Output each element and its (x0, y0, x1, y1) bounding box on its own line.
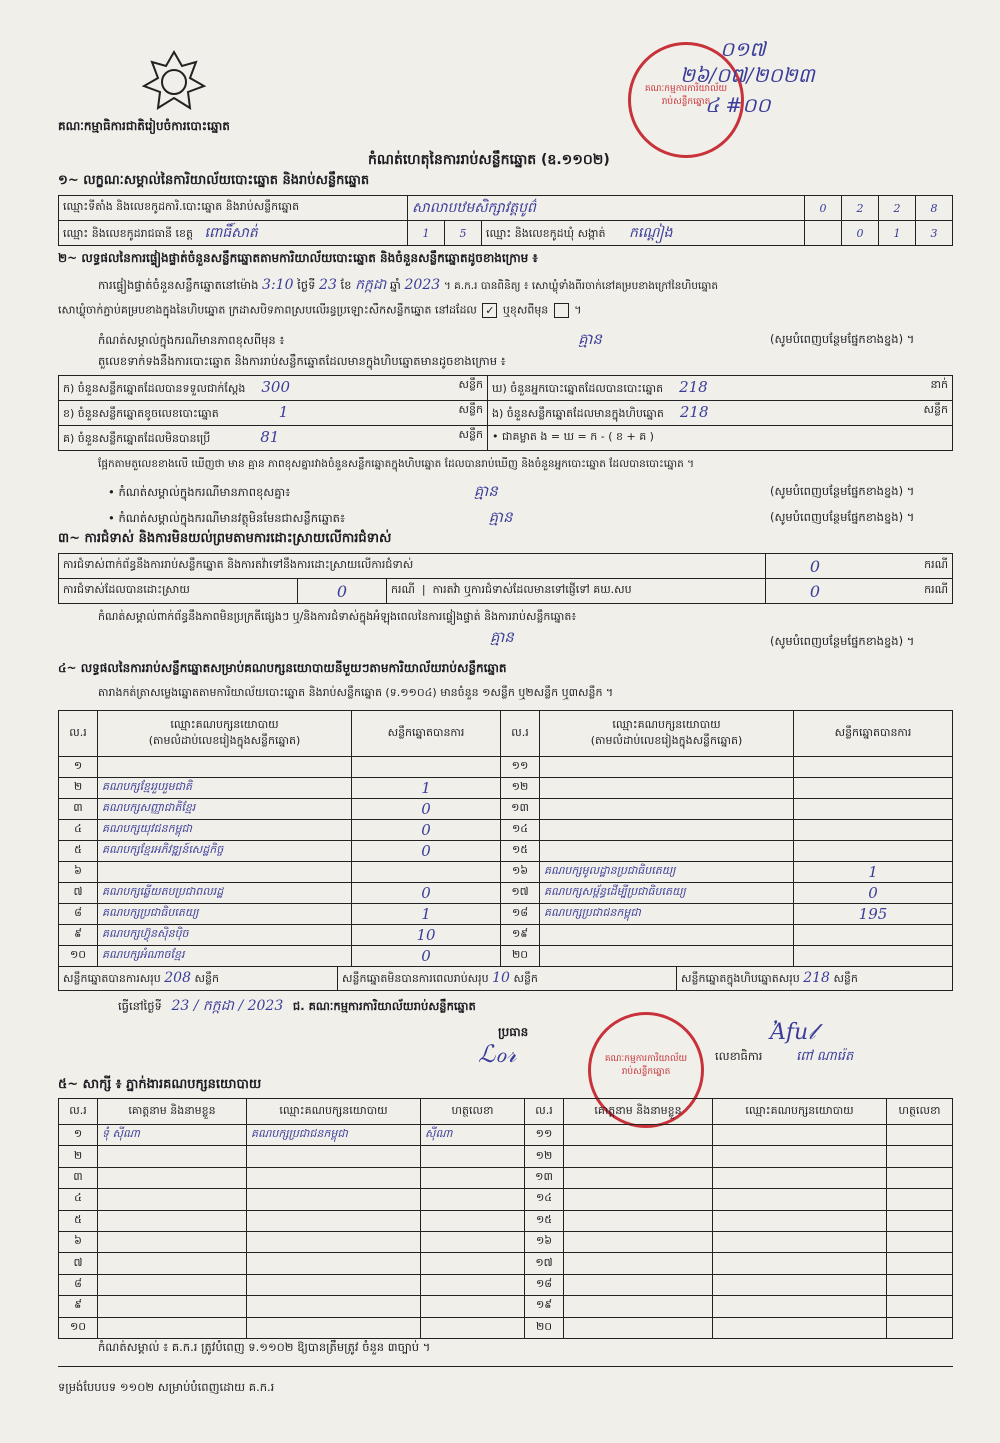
objection-count: 0 (766, 554, 865, 579)
total-valid: 208 (164, 969, 191, 986)
witness-party (713, 1231, 887, 1252)
table-row (59, 757, 953, 778)
witness-signature (421, 1274, 525, 1295)
witness-name (98, 1231, 247, 1252)
votes (794, 820, 953, 841)
no: ១៩ (525, 1296, 564, 1317)
witness-party (713, 1317, 887, 1338)
table-row (59, 1210, 953, 1231)
witness-name (98, 1317, 247, 1338)
damaged-checkbox (554, 303, 569, 318)
commune-value: កណ្ដៀង (629, 224, 673, 241)
location-code-1: 0 (805, 196, 842, 221)
witness-party (713, 1125, 887, 1146)
verify-month: កក្កដា (355, 277, 387, 293)
witness-signature (421, 1146, 525, 1167)
no: ១៨ (501, 904, 540, 925)
no: ៤ (59, 1189, 98, 1210)
verify-year: 2023 (404, 277, 441, 293)
votes: 1 (352, 904, 501, 925)
footer-form-id: ទម្រង់បែបបទ ១១០២ សម្រាប់បំពេញដោយ គ.ក.រ (58, 1380, 275, 1394)
witness-signature (421, 1317, 525, 1338)
witness-signature (421, 1231, 525, 1252)
location-code-3: 2 (879, 196, 916, 221)
commune-code-2: 1 (879, 221, 916, 246)
received-number: ០១៧ (720, 37, 766, 61)
difference-line: ផ្អែកតាមតួលេខខាងលើ ឃើញថា មាន គ្មាន ភាពខុសគ្នារវាងចំនួនសន្លឹកឆ្នោតក្នុងហិបឆ្នោត ដែលបានរាប់ឃើញ និងចំនួនអ្នកបោះឆ្នោត ដែលបានបោះឆ្នោត ។ (98, 458, 695, 470)
no: ១៩ (501, 925, 540, 946)
votes: 0 (352, 883, 501, 904)
table-row (59, 1317, 953, 1338)
secretary-signature: Ἀfu𝓁 (770, 1020, 816, 1045)
section1-heading: ១~ លក្ខណៈសម្គាល់នៃការិយាល័យបោះឆ្នោត និងរាប់សន្លឹកឆ្នោត (58, 173, 370, 188)
table-row (59, 820, 953, 841)
witness-signature (887, 1231, 953, 1252)
witness-party (247, 1317, 421, 1338)
witness-signature (421, 1296, 525, 1317)
witness-party (713, 1296, 887, 1317)
signed-date: ធ្វើនៅថ្ងៃទី 23 / កក្កដា / 2023 ជ. គណៈកម្មការការិយាល័យរាប់សន្លឹកឆ្នោត (118, 998, 476, 1014)
party-name (540, 799, 794, 820)
section3-heading: ៣~ ការជំទាស់ និងការមិនយល់ព្រមតាមការដោះស្រាយលើការជំទាស់ (58, 531, 392, 546)
witness-signature (421, 1210, 525, 1231)
witness-signature (887, 1189, 953, 1210)
received-date: ២៦/០៧/២០២៣ (680, 63, 815, 87)
witness-party (713, 1274, 887, 1295)
no: ៧ (59, 1253, 98, 1274)
no: ១៣ (525, 1167, 564, 1188)
total-invalid: 10 (492, 969, 510, 986)
objection-note: កំណត់សម្គាល់ពាក់ព័ន្ធនឹងភាពមិនប្រក្រតីផ្សេងៗ ឬ/និងការជំទាស់ក្នុងអំឡុងពេលនៃការផ្ទៀងផ្ទាត់ និងការរាប់សន្លឹកឆ្នោត៖ (98, 610, 577, 623)
no: ១១ (525, 1125, 564, 1146)
party-name (540, 757, 794, 778)
chair-signature: ℒℴ𝓇 (478, 1040, 517, 1068)
no: ១៤ (525, 1189, 564, 1210)
tally-sheet-line: តារាងកត់ត្រាសម្លេងឆ្នោតតាមការិយាល័យបោះឆ្នោត និងរាប់សន្លឹកឆ្នោត (ទ.១១០៤) មានចំនួន ១សន្លឹក ឬ២សន្លឹក ឬ៣សន្លឹក ។ (98, 686, 614, 699)
change-note-hint: (សូមបំពេញបន្ថែមផ្នែកខាងខ្នង) ។ (770, 332, 915, 346)
party-name (540, 946, 794, 967)
footnote: កំណត់សម្គាល់ ៖ គ.ក.រ ត្រូវបំពេញ ទ.១១០២ ឱ្យបានត្រឹមត្រូវ ចំនួន ៣ច្បាប់ ។ (98, 1340, 431, 1354)
witness-signature (421, 1167, 525, 1188)
party-name (98, 862, 352, 883)
party-name (98, 757, 352, 778)
witness-name (98, 1296, 247, 1317)
no: ៦ (59, 1231, 98, 1252)
witness-name (98, 1274, 247, 1295)
chair-label: ប្រធាន (498, 1025, 529, 1039)
party-name: គណបក្សមូលដ្ឋានប្រជាធិបតេយ្យ (540, 862, 794, 883)
difference-note: • កំណត់សម្គាល់ក្នុងករណីមានភាពខុសគ្នា៖ គ្មាន (108, 482, 498, 500)
witness-party (247, 1253, 421, 1274)
votes: 0 (352, 841, 501, 862)
objection-hint: (សូមបំពេញបន្ថែមផ្នែកខាងខ្នង) ។ (770, 634, 915, 648)
witness-party (247, 1274, 421, 1295)
party-name (540, 820, 794, 841)
table-row (59, 862, 953, 883)
no: ៣ (59, 799, 98, 820)
province-cell (59, 221, 408, 246)
province-code-2: 5 (445, 221, 482, 246)
no: ១៧ (525, 1253, 564, 1274)
count-table: ក) ចំនួនសន្លឹកឆ្នោតដែលបានទទួលជាក់ស្ដែង 300 សន្លឹក ឃ) ចំនួនអ្នកបោះឆ្នោតដែលបានបោះឆ្នោត 218 នាក់ ខ) ចំនួនសន្លឹកឆ្នោតខូចលេខបោះឆ្នោត 1 សន្លឹក ង) ចំនួនសន្លឹកឆ្នោតដែលមានក្នុងហិបឆ្នោត 218 សន្លឹក គ) ចំនួនសន្លឹកឆ្នោតដែលមិនបានប្រើ 81 សន្លឹក • ជាគម្លាត ង = ឃ = ក - ( ខ + គ ) (58, 375, 953, 451)
objection-note-value: គ្មាន (490, 628, 514, 646)
votes (794, 946, 953, 967)
party-name: គណបក្សប្រជាជនកម្ពុជា (540, 904, 794, 925)
witness-name (564, 1125, 713, 1146)
table-row (59, 799, 953, 820)
votes: 0 (352, 946, 501, 967)
witness-name (564, 1210, 713, 1231)
witness-name (564, 1253, 713, 1274)
witness-signature (887, 1167, 953, 1188)
votes: 1 (352, 778, 501, 799)
party-name: គណបក្សហ៊្វុនស៊ិនប៉ិច (98, 925, 352, 946)
witness-party (713, 1189, 887, 1210)
votes: 0 (352, 799, 501, 820)
no: ២ (59, 778, 98, 799)
witness-name (98, 1189, 247, 1210)
witness-name (564, 1146, 713, 1167)
no: ១៤ (501, 820, 540, 841)
party-name: គណបក្សប្រជាធិបតេយ្យ (98, 904, 352, 925)
voters-count: 218 (679, 378, 708, 396)
witness-party (247, 1210, 421, 1231)
party-name: គណបក្សសម្ព័ន្ធដើម្បីប្រជាធិបតេយ្យ (540, 883, 794, 904)
witness-signature (887, 1210, 953, 1231)
no: ១៧ (501, 883, 540, 904)
witness-name (564, 1274, 713, 1295)
commune-cell (482, 221, 805, 246)
section2-heading: ២~ លទ្ធផលនៃការផ្ទៀងផ្ទាត់ចំនួនសន្លឹកឆ្នោតតាមការិយាល័យបោះឆ្នោត និងចំនួនសន្លឹកឆ្នោតដូចខាងក្រោម ៖ (58, 251, 538, 265)
no: ១០ (59, 1317, 98, 1338)
witness-signature (887, 1253, 953, 1274)
foreign-object-note: • កំណត់សម្គាល់ក្នុងករណីមានវត្ថុមិនមែនជាសន្លឹកឆ្នោត៖ គ្មាន (108, 508, 513, 526)
commune-code-3: 3 (916, 221, 953, 246)
received-time: ៤ #០០ (705, 93, 771, 117)
objection-table: ការជំទាស់ពាក់ព័ន្ធនឹងការរាប់សន្លឹកឆ្នោត និងការតវ៉ាទៅនឹងការដោះស្រាយលើការជំទាស់ 0 ករណី ការជំទាស់ដែលបានដោះស្រាយ 0 ករណី | ការតវ៉ា ឬការជំទាស់ដែលមានទៅផ្ញើទៅ គឃ.សប 0 ករណី (58, 553, 953, 604)
change-note: កំណត់សម្គាល់ក្នុងករណីមានភាពខុសពីមុន ៖ គ្មាន (98, 330, 602, 348)
witness-signature (887, 1125, 953, 1146)
secretary-label: លេខាធិការ ពៅ ណារ៉េត (715, 1049, 854, 1064)
votes (794, 778, 953, 799)
no: ១២ (501, 778, 540, 799)
witness-party (247, 1231, 421, 1252)
results-table: ល.រ ឈ្មោះគណបក្សនយោបាយ (តាមលំដាប់លេខរៀងក្នុងសន្លឹកឆ្នោត) សន្លឹកឆ្នោតបានការ ល.រ ឈ្មោះគណបក្សនយោបាយ (តាមលំដាប់លេខរៀងក្នុងសន្លឹកឆ្នោត) សន្លឹកឆ្នោតបានការ ១ ១១ ២ គណបក្សខ្មែររួបរួមជាតិ 1 ១២ ៣ គណបក្សសញ្ញាជាតិខ្មែរ 0 ១៣ ៤ គណបក្សយុវជនកម្ពុជា 0 ១៤ ៥ គណបក្សខ្មែរអភិវឌ្ឍន៍សេដ្ឋកិច្ច 0 ១៥ ៦ ១៦ គណបក្សមូលដ្ឋានប្រជាធិបតេយ្យ 1 ៧ គណបក្សឆ្លើយតបប្រជាពលរដ្ឋ 0 ១៧ គណបក្សសម្ព័ន្ធដើម្បីប្រជាធិបតេយ្យ 0 ៨ គណបក្សប្រជាធិបតេយ្យ 1 ១៨ គណបក្សប្រជាជនកម្ពុជា 195 ៩ គណបក្សហ៊្វុនស៊ិនប៉ិច 10 ១៩ ១០ គណបក្សអំណាចខ្មែរ 0 ២០ (58, 710, 953, 967)
witness-name (564, 1167, 713, 1188)
totals-table: សន្លឹកឆ្នោតបានការសរុប 208 សន្លឹក សន្លឹកឆ្នោតមិនបានការពេលរាប់សរុប 10 សន្លឹក សន្លឹកឆ្នោតក្នុងហិបឆ្នោតសរុប 218 សន្លឹក (58, 966, 953, 991)
party-name (540, 841, 794, 862)
witness-name (564, 1296, 713, 1317)
no: ១៣ (501, 799, 540, 820)
verify-day: 23 (319, 277, 337, 293)
votes (794, 799, 953, 820)
total-in-box: 218 (803, 969, 830, 986)
location-label: ឈ្មោះទីតាំង និងលេខកូដការិ.បោះឆ្នោត និងរាប់សន្លឹកឆ្នោត (59, 196, 408, 221)
witness-name (98, 1253, 247, 1274)
location-code-2: 2 (842, 196, 879, 221)
no: ១៥ (501, 841, 540, 862)
no: ២០ (525, 1317, 564, 1338)
no: ៥ (59, 1210, 98, 1231)
formula: • ជាគម្លាត ង = ឃ = ក - ( ខ + គ ) (488, 426, 953, 451)
party-name (540, 778, 794, 799)
witness-signature (421, 1189, 525, 1210)
votes (352, 862, 501, 883)
table-row (59, 1274, 953, 1295)
org-name: គណៈកម្មាធិការជាតិរៀបចំការបោះឆ្នោត (58, 119, 230, 133)
witness-party (713, 1167, 887, 1188)
no: ១ (59, 757, 98, 778)
no: ៧ (59, 883, 98, 904)
section5-heading: ៥~ សាក្សី ៖ ភ្នាក់ងារគណបក្សនយោបាយ (58, 1077, 262, 1092)
witness-signature (887, 1274, 953, 1295)
party-name: គណបក្សឆ្លើយតបប្រជាពលរដ្ឋ (98, 883, 352, 904)
verify-line-2: សោឃ្លុំចាក់ភ្ជាប់គម្របខាងក្នុងនៃហិបឆ្នោត ក្រដាសបិទភាពស្របលើរន្ធប្រឡោះសឹកសន្លឹកឆ្នោត នៅដដែល ✓ ឬខុសពីមុន ។ (58, 303, 582, 317)
unused-ballots: 81 (260, 428, 280, 446)
no: ៣ (59, 1167, 98, 1188)
witness-signature (421, 1253, 525, 1274)
witness-name: ទុំ ស៊ីណា (98, 1125, 247, 1146)
party-name: គណបក្សខ្មែររួបរួមជាតិ (98, 778, 352, 799)
difference-hint: (សូមបំពេញបន្ថែមផ្នែកខាងខ្នង) ។ (770, 484, 915, 498)
no: ១ (59, 1125, 98, 1146)
witness-signature (887, 1146, 953, 1167)
no: ១១ (501, 757, 540, 778)
votes (352, 757, 501, 778)
party-name (540, 925, 794, 946)
secretary-name: ពៅ ណារ៉េត (796, 1049, 854, 1064)
votes: 0 (352, 820, 501, 841)
votes: 195 (794, 904, 953, 925)
foreign-object-hint: (សូមបំពេញបន្ថែមផ្នែកខាងខ្នង) ។ (770, 510, 915, 524)
votes: 0 (794, 883, 953, 904)
no: ២០ (501, 946, 540, 967)
no: ៨ (59, 1274, 98, 1295)
same-checkbox: ✓ (482, 303, 497, 318)
count-intro: តួលេខទាក់ទងនឹងការបោះឆ្នោត និងការរាប់សន្លឹកឆ្នោតដែលមានក្នុងហិបឆ្នោតមានដូចខាងក្រោម ៖ (98, 354, 506, 368)
witness-signature: ស៊ីណា (421, 1125, 525, 1146)
witness-party (247, 1167, 421, 1188)
witness-name (98, 1167, 247, 1188)
table-row (59, 883, 953, 904)
table-row (59, 1231, 953, 1252)
spoiled-ballots: 1 (278, 403, 289, 421)
party-name: គណបក្សខ្មែរអភិវឌ្ឍន៍សេដ្ឋកិច្ច (98, 841, 352, 862)
no: ១៦ (525, 1231, 564, 1252)
verify-time: 3:10 (262, 277, 294, 293)
votes: 10 (352, 925, 501, 946)
table-row (59, 1167, 953, 1188)
table-row (59, 1146, 953, 1167)
witness-name (98, 1210, 247, 1231)
no: ៥ (59, 841, 98, 862)
no: ៩ (59, 1296, 98, 1317)
votes (794, 925, 953, 946)
forwarded-count: 0 (766, 579, 865, 604)
party-name: គណបក្សយុវជនកម្ពុជា (98, 820, 352, 841)
table-row (59, 1189, 953, 1210)
witness-party (713, 1210, 887, 1231)
no: ១៨ (525, 1274, 564, 1295)
witness-party (247, 1146, 421, 1167)
witness-party (713, 1146, 887, 1167)
ballots-in-box: 218 (679, 403, 709, 421)
table-row (59, 925, 953, 946)
witness-party (713, 1253, 887, 1274)
no: ៩ (59, 925, 98, 946)
location-code-4: 8 (916, 196, 953, 221)
witness-signature (887, 1317, 953, 1338)
table-row (59, 904, 953, 925)
table-row (59, 1296, 953, 1317)
witness-name (98, 1146, 247, 1167)
table-row (59, 946, 953, 967)
commune-label: ឈ្មោះ និងលេខកូដឃុំ សង្កាត់ (486, 226, 606, 240)
witness-name (564, 1231, 713, 1252)
page-title: កំណត់ហេតុនៃការរាប់សន្លឹកឆ្នោត (ឧ.១១០២) (368, 152, 610, 168)
no: ២ (59, 1146, 98, 1167)
witness-party (247, 1296, 421, 1317)
no: ៤ (59, 820, 98, 841)
votes (794, 757, 953, 778)
section1-table (58, 195, 953, 246)
table-row (59, 841, 953, 862)
province-label: ឈ្មោះ និងលេខកូដរាជធានី ខេត្ត (63, 226, 193, 240)
table-row (59, 1253, 953, 1274)
no: ១២ (525, 1146, 564, 1167)
table-row (59, 1125, 953, 1146)
official-stamp-bottom: គណៈកម្មការការិយាល័យរាប់សន្លឹកឆ្នោត (588, 1012, 704, 1128)
commune-code-1: 0 (842, 221, 879, 246)
witness-party: គណបក្សប្រជាជនកម្ពុជា (247, 1125, 421, 1146)
votes (794, 841, 953, 862)
no: ៦ (59, 862, 98, 883)
verify-line: ការផ្ទៀងផ្ទាត់ចំនួនសន្លឹកឆ្នោតនៅម៉ោង 3:10 ថ្ងៃទី 23 ខែ កក្កដា ឆ្នាំ 2023 ។ គ.ក.រ បានពិនិត្យ ៖ សោឃ្លុំទាំងពីរចាក់នៅគម្របខាងក្រៅនៃហិបឆ្នោត (98, 277, 719, 293)
no: ១៥ (525, 1210, 564, 1231)
witness-name (564, 1317, 713, 1338)
witness-name (564, 1189, 713, 1210)
no: ៨ (59, 904, 98, 925)
party-name: គណបក្សអំណាចខ្មែរ (98, 946, 352, 967)
province-value: ពោធិ៍សាត់ (204, 224, 258, 241)
witness-table: ល.រ គោត្តនាម និងនាមខ្លួន ឈ្មោះគណបក្សនយោបាយ ហត្ថលេខា ល.រ គោត្តនាម និងនាមខ្លួន ឈ្មោះគណបក្សនយោបាយ ហត្ថលេខា ១ ទុំ ស៊ីណា គណបក្សប្រជាជនកម្ពុជា ស៊ីណា ១១ ២ ១២ ៣ ១៣ ៤ ១៤ ៥ ១៥ ៦ ១៦ ៧ ១៧ ៨ ១៨ ៩ ១៩ ១០ ២០ (58, 1098, 953, 1339)
emblem-logo (138, 48, 210, 114)
footer-divider (58, 1366, 953, 1367)
no: ១៦ (501, 862, 540, 883)
received-ballots: 300 (261, 378, 290, 396)
table-row (59, 778, 953, 799)
official-stamp-top: គណៈកម្មការការិយាល័យរាប់សន្លឹកឆ្នោត (628, 42, 744, 158)
resolved-count: 0 (298, 579, 387, 604)
witness-party (247, 1189, 421, 1210)
section4-heading: ៤~ លទ្ធផលនៃការរាប់សន្លឹកឆ្នោតសម្រាប់គណបក្សនយោបាយនីមួយៗតាមការិយាល័យរាប់សន្លឹកឆ្នោត (58, 661, 507, 675)
witness-signature (887, 1296, 953, 1317)
province-code-1: 1 (408, 221, 445, 246)
no: ១០ (59, 946, 98, 967)
votes: 1 (794, 862, 953, 883)
party-name: គណបក្សសញ្ញាជាតិខ្មែរ (98, 799, 352, 820)
location-value: សាលាបឋមសិក្សាវត្តបូព៌ (408, 196, 805, 221)
